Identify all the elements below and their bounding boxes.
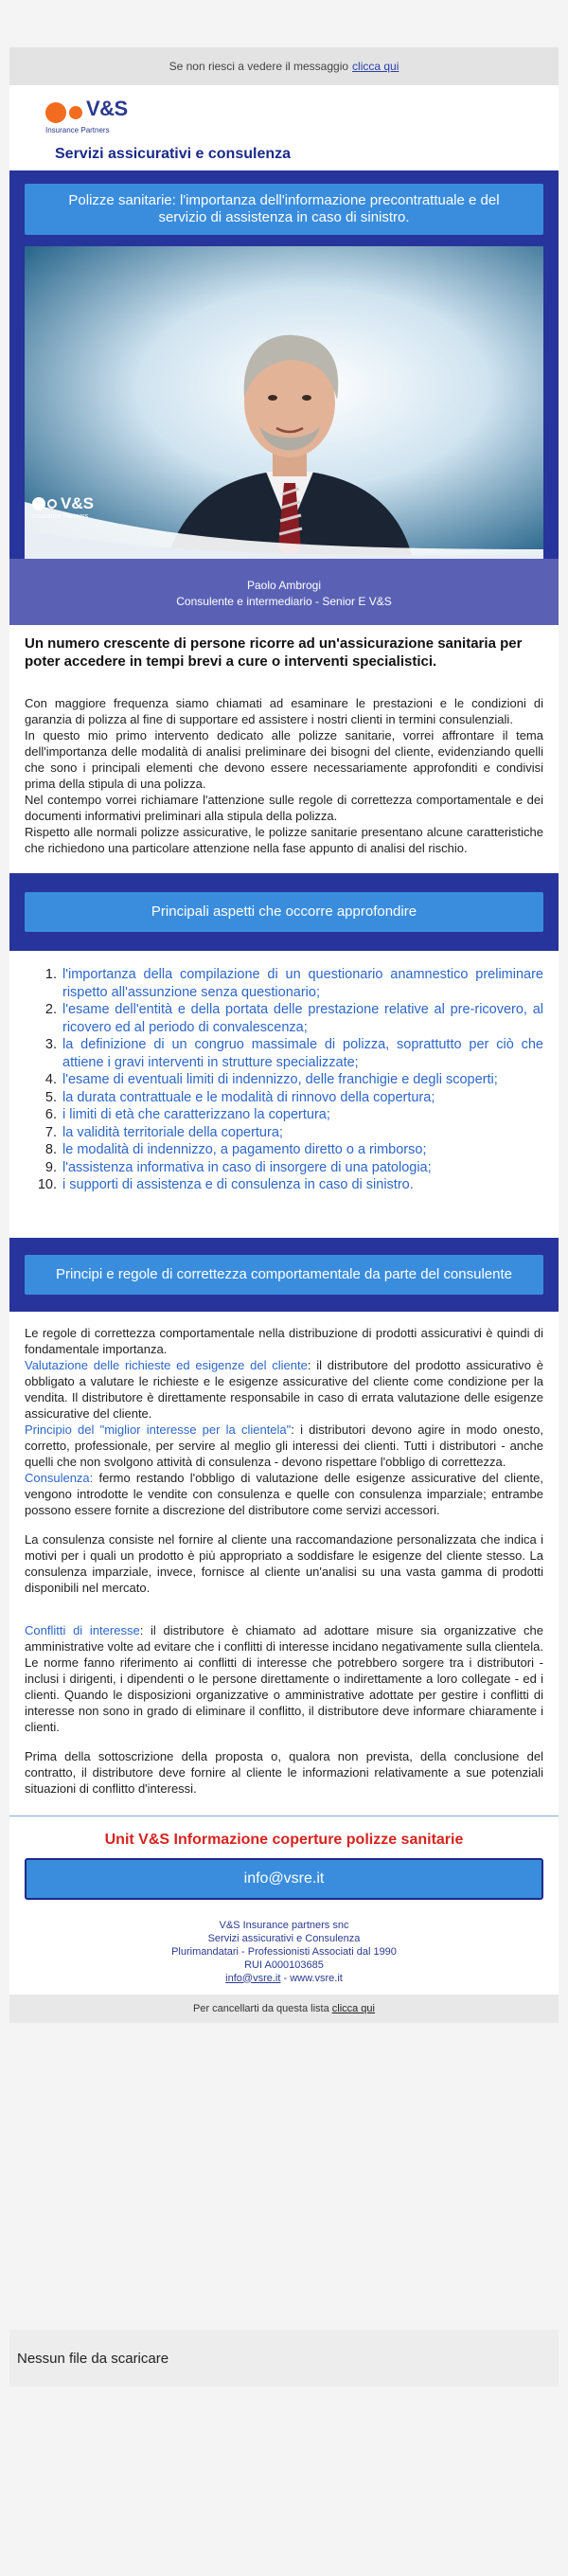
hero-logo: [32, 494, 94, 513]
list-item: 5. la durata contrattuale e le modalità di rinnovo della copertura;: [61, 1089, 543, 1107]
list-item: 6. i limiti di età che caratterizzano la copertura;: [61, 1106, 543, 1124]
unsubscribe-link[interactable]: clicca qui: [331, 2002, 375, 2014]
author-role: Consulente e intermediario - Senior E V&S: [176, 595, 392, 608]
unit-title: Unit V&S Informazione coperture polizze sanitarie: [104, 1831, 464, 1848]
newsletter-card: [9, 85, 559, 2023]
author-caption: [9, 559, 559, 625]
intro-lead: Un numero crescente di persone ricorre ad un'assicurazione sanitaria per poter accedere in tempi brevi a cure o interventi specialistici.: [25, 635, 523, 670]
conduct-intro: Le regole di correttezza comportamentale nella distribuzione di prodotti assicurativi è quindi di fondamentale importanza.: [25, 1325, 543, 1356]
footer: [9, 1900, 559, 1995]
conflitti-paragraph: [25, 1622, 543, 1735]
valutazione-paragraph: [25, 1357, 543, 1422]
intro-paragraph: In questo mio primo intervento dedicato alle polizze sanitarie, vorrei affrontare il tema dell'importanza delle modalità di analisi preliminare dei bisogni del cliente, evidenziando quelli che sono i principali elementi che devono essere necessariamente approfonditi e condivisi prima della stipula di una polizza.: [25, 728, 543, 791]
logo-subtitle: Insurance Partners: [45, 126, 110, 134]
hero-logo-name: V&S: [61, 494, 94, 512]
consulenza-paragraph: [25, 1470, 543, 1518]
footer-links: [9, 1972, 559, 1985]
aspects-list: [25, 966, 543, 1194]
attachments-panel: [9, 2330, 559, 2387]
hero-logo-subtitle: Insurance Partners: [32, 513, 89, 520]
unsubscribe-text: Per cancellarti da questa lista: [193, 2002, 329, 2014]
section2-title: Principi e regole di correttezza comportamentale da parte del consulente: [25, 1255, 543, 1295]
intro-section: [9, 625, 559, 866]
view-online-link[interactable]: clicca qui: [352, 60, 399, 73]
conduct-section: [9, 1312, 559, 1806]
view-online-bar: [9, 47, 559, 85]
footer-email-link[interactable]: info@vsre.it: [225, 1972, 281, 1984]
portrait-photo: [25, 246, 543, 559]
section2-band: [9, 1238, 559, 1312]
valutazione-heading: Valutazione delle richieste ed esigenze del cliente: [25, 1357, 308, 1372]
list-item: 2. l'esame dell'entità e della portata delle prestazione relative al pre-ricovero, al ricovero ed al periodo di convalescenza;: [61, 1001, 543, 1036]
conflitti-text: : il distributore è chiamato ad adottare misure sia organizzative che amministrative volte ad evitare che i conflitti di interesse incidano negativamente sulla clientela. Le norme fanno riferimento ai conflitti di interesse che potrebbero sorgere tra i distributori - inclusi i dirigenti, i dipendenti o le persone direttamente o indirettamente a loro collegate - ed i clienti. Quando le disposizioni organizzative o amministrative adottate per gestire i conflitti di interesse non sono in grado di eliminare il conflitto, il distributore deve informare chiaramente i clienti.: [25, 1622, 543, 1734]
title-band: [9, 170, 559, 559]
header-tagline: Servizi assicurativi e consulenza: [55, 146, 292, 162]
hero-logo-ring-icon: [47, 499, 57, 509]
consulenza-heading: Consulenza:: [25, 1470, 94, 1485]
list-item: 1. l'importanza della compilazione di un questionario anamnestico preliminare rispetto all'assunzione senza questionario;: [61, 966, 543, 1001]
email-button[interactable]: info@vsre.it: [25, 1858, 543, 1900]
footer-mandate: Plurimandatari - Professionisti Associati dal 1990: [171, 1945, 397, 1958]
consulenza-paragraph-2: La consulenza consiste nel fornire al cliente una raccomandazione personalizzata che indica i motivi per i quali un prodotto è più appropriato a soddisfare le esigenze del cliente stesso. La consulenza imparziale, invece, fornisce al cliente un'analisi su una vasta gamma di prodotti disponibili nel mercato.: [25, 1531, 543, 1595]
article-title: Polizze sanitarie: l'importanza dell'informazione precontrattuale e del servizio di assistenza in caso di sinistro.: [25, 184, 543, 235]
author-name: Paolo Ambrogi: [246, 579, 322, 592]
footer-company: V&S Insurance partners snc: [219, 1919, 349, 1931]
intro-paragraph: Nel contempo vorrei richiamare l'attenzione sulle regole di correttezza comportamentale e dei documenti informativi preliminari alla stipula della polizza.: [25, 793, 543, 823]
valutazione-text: : il distributore del prodotto assicurativo è obbligato a valutare le richieste e le esigenze assicurative del cliente come condizione per la vendita. Il distributore è direttamente responsabile in caso di errata valutazione delle esigenze assicurative del cliente.: [25, 1357, 543, 1421]
logo-dot-small-icon: [69, 106, 82, 119]
final-paragraph: Prima della sottoscrizione della proposta o, qualora non prevista, della conclusione del contratto, il distributore deve fornire al cliente le informazioni relativamente a sue potenziali situazioni di conflitto d'interessi.: [25, 1748, 543, 1796]
list-item: 9. l'assistenza informativa in caso di insorgere di una patologia;: [61, 1159, 543, 1177]
logo-dot-large-icon: [45, 102, 66, 123]
list-item: 8. le modalità di indennizzo, a pagamento diretto o a rimborso;: [61, 1141, 543, 1159]
logo-name: V&S: [86, 97, 128, 120]
footer-site-link[interactable]: www.vsre.it: [290, 1972, 343, 1984]
attachments-text: Nessun file da scaricare: [17, 2351, 169, 2367]
hero-image: [25, 246, 543, 559]
view-online-text: Se non riesci a vedere il messaggio: [169, 60, 349, 73]
unsubscribe-bar: [9, 1995, 559, 2023]
principio-paragraph: [25, 1422, 543, 1470]
list-item: 4. l'esame di eventuali limiti di indennizzo, delle franchigie e degli scoperti;: [61, 1071, 543, 1089]
list-item: 10. i supporti di assistenza e di consulenza in caso di sinistro.: [61, 1176, 543, 1194]
header: [9, 85, 559, 170]
section1-title: Principali aspetti che occorre approfondire: [25, 892, 543, 932]
section1-band: [9, 873, 559, 951]
principio-text: : i distributori devono agire in modo onesto, corretto, professionale, per servire al meglio gli interessi dei clienti. Tutti i distributori - anche quelli che non svolgono attività di consulenza - devono rispettare l'obbligo di correttezza.: [25, 1422, 543, 1469]
aspects-list-section: [9, 951, 559, 1211]
footer-rui: RUI A000103685: [244, 1959, 324, 1971]
hero-logo-dot-icon: [32, 497, 45, 510]
conflitti-heading: Conflitti di interesse: [25, 1622, 140, 1637]
list-item: 7. la validità territoriale della copertura;: [61, 1124, 543, 1142]
footer-services: Servizi assicurativi e Consulenza: [207, 1932, 361, 1944]
company-logo[interactable]: [45, 97, 128, 134]
principio-heading: Principio del "miglior interesse per la clientela": [25, 1422, 292, 1437]
intro-paragraph: Con maggiore frequenza siamo chiamati ad esaminare le prestazioni e le condizioni di garanzia di polizza al fine di supportare ed assistere i nostri clienti in termini consulenziali.: [25, 696, 543, 726]
consulenza-text: fermo restando l'obbligo di valutazione delle esigenze assicurative del cliente, vengono introdotte le vendite con consulenza e quelle con consulenza imparziale; entrambe possono essere fornite a discrezione del distributore come servizi accessori.: [25, 1470, 543, 1517]
footer-separator: -: [280, 1972, 291, 1984]
list-item: 3. la definizione di un congruo massimale di polizza, soprattutto per ciò che attiene i gravi interventi in strutture specializzate;: [61, 1036, 543, 1071]
intro-paragraph: Rispetto alle normali polizze assicurative, le polizze sanitarie presentano alcune caratteristiche che richiedono una particolare attenzione nella fase appunto di analisi del rischio.: [25, 825, 543, 855]
